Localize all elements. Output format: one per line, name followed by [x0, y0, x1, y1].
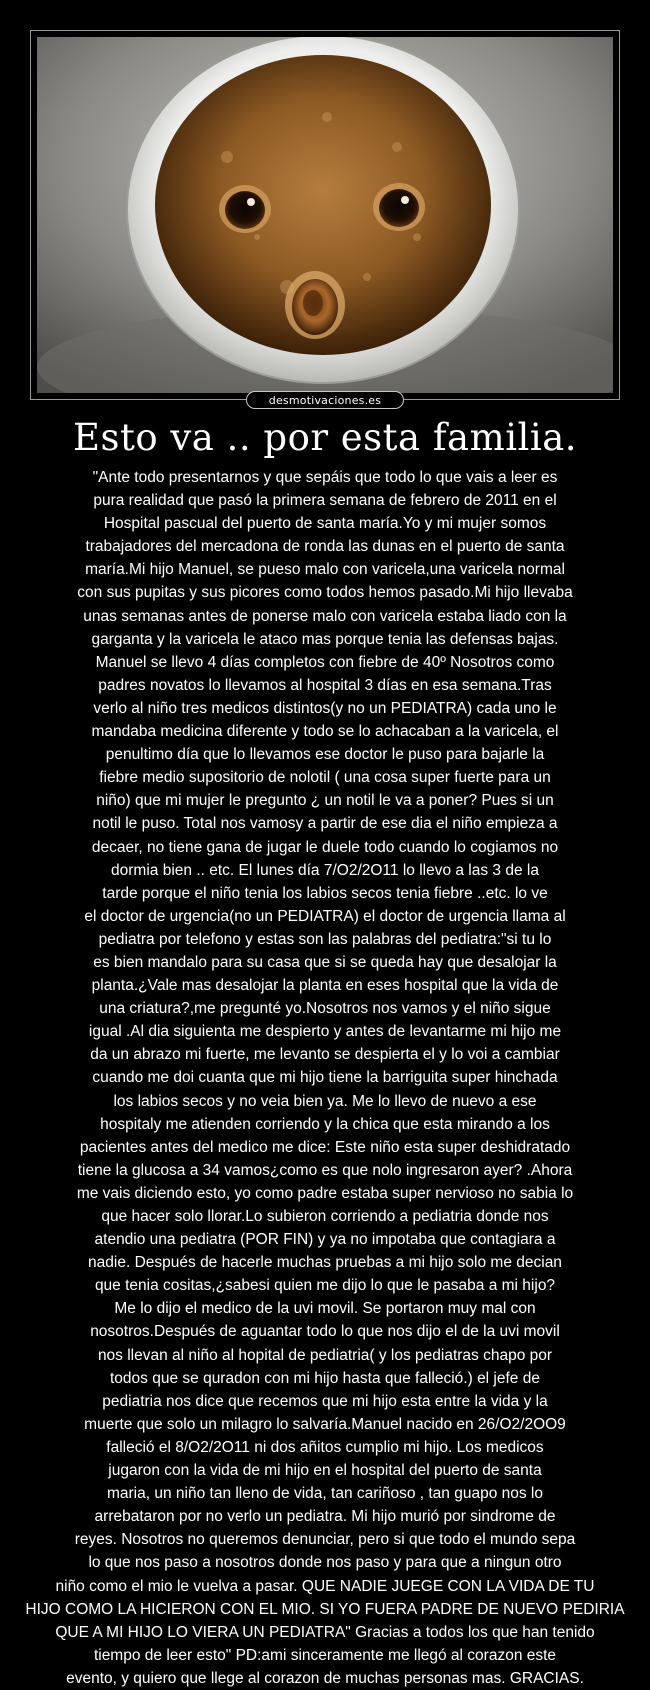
story-line: el doctor de urgencia(no un PEDIATRA) el doctor de urgencia llama al	[84, 907, 566, 925]
story-line: trabajadores del mercadona de ronda las dunas en el puerto de santa	[85, 538, 565, 556]
story-line: lo que nos paso a nosotros donde nos paso y para que a ningun otro	[88, 1554, 562, 1572]
story-line: igual .Al dia siguienta me despierto y antes de levantarme mi hijo me	[88, 1023, 562, 1041]
story-line: tiene la glucosa a 34 vamos¿como es que nolo ingresaron ayer? .Ahora	[77, 1161, 573, 1179]
story-line: con sus pupitas y sus picores como todos hemos pasado.Mi hijo llevaba	[77, 584, 573, 602]
story-line: niño como el mio le vuelva a pasar. QUE NADIE JUEGE CON LA VIDA DE TU	[55, 1577, 595, 1595]
story-line: es bien mandalo para su casa que si se queda hay que desalojar la	[93, 953, 557, 971]
story-line: penultimo día que lo llevamos ese doctor le puso para bajarle la	[105, 746, 545, 764]
story-line: unas semanas antes de ponerse malo con varicela estaba liado con la	[83, 607, 567, 625]
story-line: reyes. Nosotros no queremos denunciar, pero si que todo el mundo sepa	[74, 1531, 576, 1549]
story-line: "Ante todo presentarnos y que sepáis que todo lo que vais a leer es	[92, 469, 558, 486]
story-line: que hacer solo llorar.Lo subieron corriendo a pediatria donde nos	[101, 1208, 549, 1225]
story-line: nosotros.Después de aguantar todo lo que nos dijo el de la uvi movil	[90, 1323, 560, 1341]
story-line: que tenia cositas,¿sabesi quien me dijo lo que le pasaba a mi hijo?	[94, 1277, 556, 1295]
poster-title: Esto va .. por esta familia.	[72, 416, 578, 459]
story-line: mandaba medicina diferente y todo se lo achacaban a la varicela, el	[91, 723, 559, 741]
story-line: evento, y quiero que llege al corazon de muchas personas mas. GRACIAS.	[66, 1669, 584, 1687]
story-line: Manuel se llevo 4 días completos con fiebre de 40º Nosotros como	[95, 653, 555, 671]
story-line: hospitaly me atienden corriendo y la chica que esta mirando a los	[100, 1115, 550, 1133]
story-line: arrebataron por no verlo un pediatra. Mi hijo murió por sindrome de	[94, 1508, 556, 1526]
story-line: una criatura?,me pregunté yo.Nosotros nos vamos y el niño sigue	[99, 1000, 551, 1018]
story-line: me vais diciendo esto, yo como padre estaba super nervioso no sabia lo	[76, 1184, 574, 1202]
story-line: tarde porque el niño tenia los labios secos tenia fiebre ..etc. lo ve	[102, 884, 548, 902]
story-line: los labios secos y no veia bien ya. Me lo llevo de nuevo a ese	[113, 1092, 537, 1110]
story-line: dormia bien .. etc. El lunes día 7/O2/2O11 lo llevo a las 3 de la	[111, 861, 539, 879]
story-line: falleció el 8/O2/2O11 ni dos añitos cumplio mi hijo. Los medicos	[106, 1438, 544, 1456]
story-line: Me lo dijo el medico de la uvi movil. Se portaron muy mal con	[114, 1300, 536, 1318]
story-line: nadie. Después de hacerle muchas pruebas a mi hijo solo me decian	[88, 1254, 562, 1272]
story-line: jugaron con la vida de mi hijo en el hospital del puerto de santa	[108, 1462, 542, 1480]
story-line: pediatria nos dice que recemos que mi hijo esta entre la vida y la	[102, 1392, 548, 1410]
poster-frame	[30, 30, 620, 400]
story-text	[0, 466, 650, 1690]
story-line: HIJO COMO LA HICIERON CON EL MIO. SI YO FUERA PADRE DE NUEVO PEDIRIA	[25, 1600, 625, 1618]
story-line: notil le puso. Total nos vamosy a partir de ese dia el niño empieza a	[92, 815, 558, 833]
story-line: QUE A MI HIJO LO VIERA UN PEDIATRA" Gracias a todos los que han tenido	[55, 1623, 595, 1641]
story-line: pacientes antes del medico me dice: Este niño esta super deshidratado	[79, 1138, 571, 1156]
story-line: Hospital pascual del puerto de santa maría.Yo y mi mujer somos	[103, 515, 547, 533]
story-line: cuando me doi cuanta que mi hijo tiene la barriguita super hinchada	[92, 1069, 558, 1087]
story-line: pura realidad que pasó la primera semana de febrero de 2011 en el	[93, 492, 557, 510]
story-line: padres novatos lo llevamos al hospital 3 días en esa semana.Tras	[98, 676, 552, 694]
story-line: da un abrazo mi fuerte, me levanto se despierta el y lo voi a cambiar	[90, 1046, 560, 1064]
story-line: fiebre medio supositorio de nolotil ( una cosa super fuerte para un	[99, 769, 551, 787]
story-line: pediatra por telefono y estas son las palabras del pediatra:"si tu lo	[98, 930, 552, 948]
story-line: verlo al niño tres medicos distintos(y no un PEDIATRA) cada uno le	[93, 699, 557, 717]
story-line: maría.Mi hijo Manuel, se pueso malo con varicela,una varicela normal	[85, 561, 565, 579]
coffee-cup-illustration	[37, 37, 613, 393]
watermark: desmotivaciones.es	[246, 391, 404, 409]
story-line: maria, un niño tan lleno de vida, tan cariñoso , tan guapo nos lo	[106, 1485, 543, 1503]
coffee-face-photo	[37, 37, 613, 393]
story-line: tiempo de leer esto" PD:ami sinceramente me llegó al corazon este	[93, 1646, 557, 1664]
story-line: atendio una pediatra (POR FIN) y ya no impotaba que contagiara a	[94, 1231, 556, 1249]
story-line: decaer, no tiene gana de jugar le duele todo cuando lo cogiamos no	[91, 838, 559, 856]
story-line: garganta y la varicela le ataco mas porque tenia las defensas bajas.	[91, 630, 559, 648]
story-line: planta.¿Vale mas desalojar la planta en eses hospital que la vida de	[91, 977, 559, 995]
story-line: niño) que mi mujer le pregunto ¿ un notil le va a poner? Pues si un	[96, 792, 554, 810]
story-line: todos que se quradon con mi hijo hasta que falleció.) el jefe de	[110, 1369, 540, 1387]
story-line: muerte que solo un milagro lo salvaría.Manuel nacido en 26/O2/2OO9	[84, 1415, 566, 1433]
story-line: nos llevan al niño al hopital de pediatria( y los pediatras chapo por	[97, 1346, 553, 1364]
